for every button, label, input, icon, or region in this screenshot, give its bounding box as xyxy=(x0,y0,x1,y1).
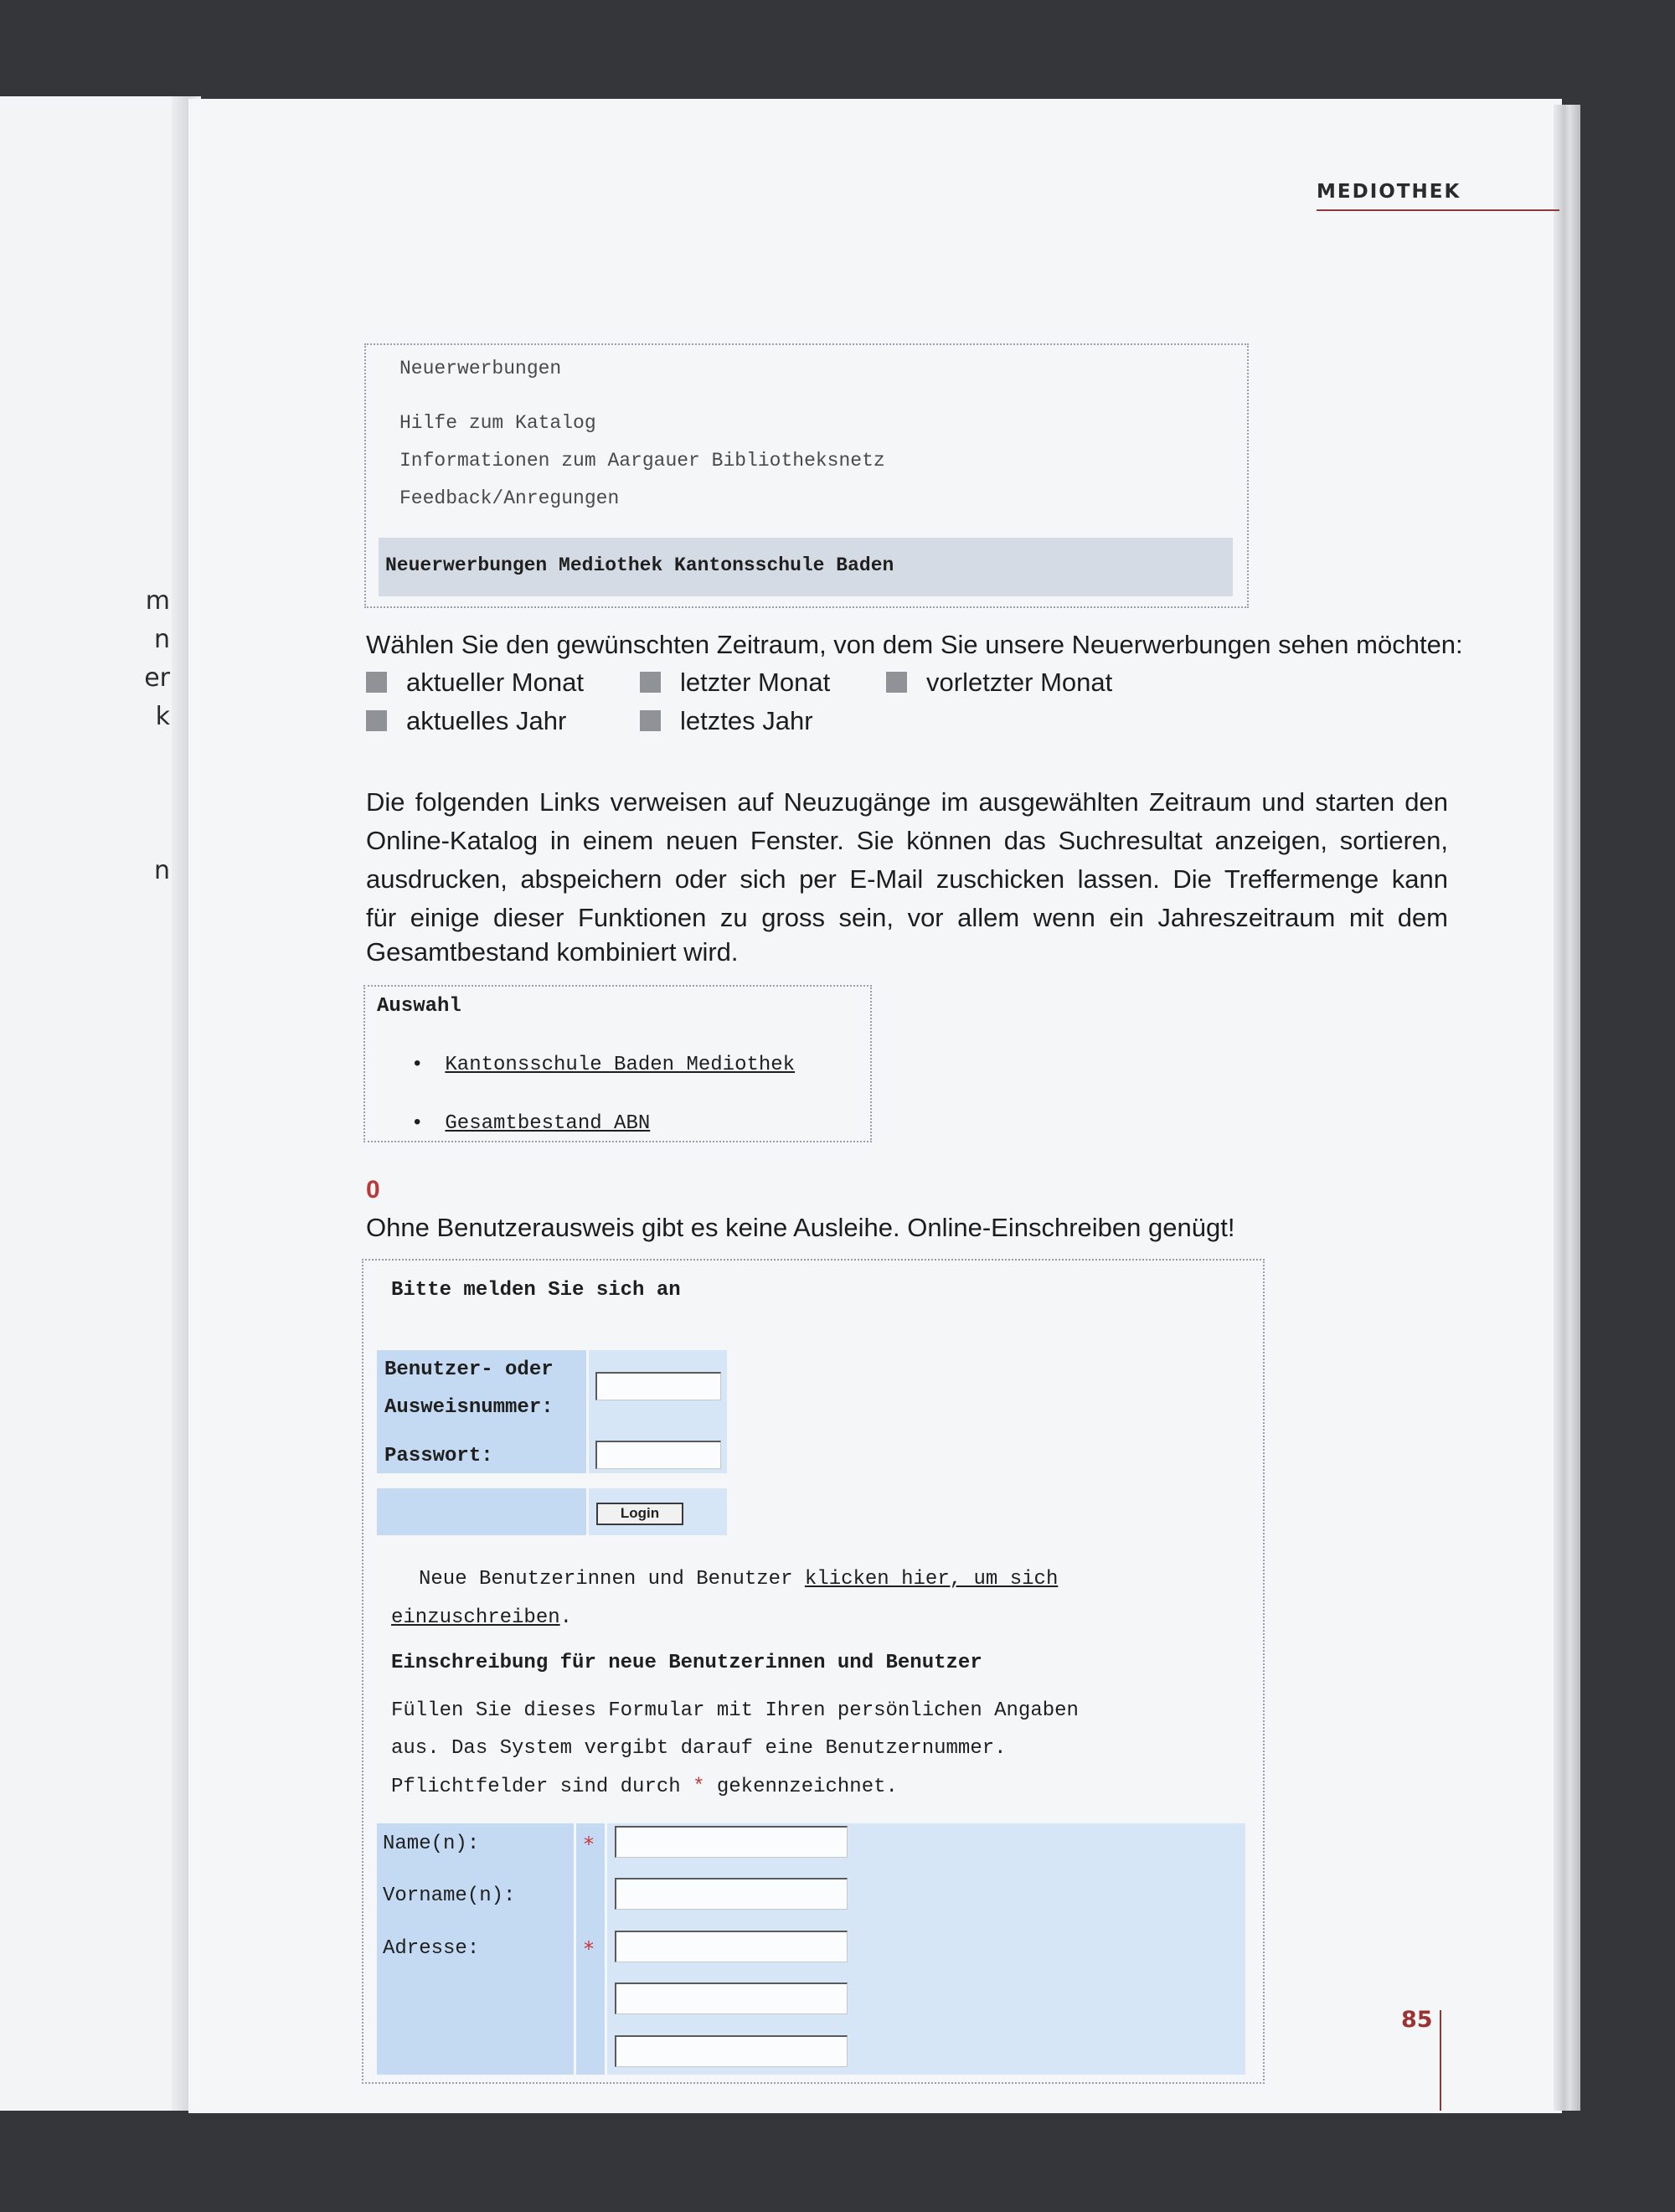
nav-link-help[interactable]: Hilfe zum Katalog xyxy=(399,412,596,434)
password-label: Passwort: xyxy=(384,1445,493,1467)
square-bullet-icon xyxy=(640,710,661,731)
square-bullet-icon xyxy=(366,710,387,731)
list-item xyxy=(411,1054,795,1076)
square-bullet-icon xyxy=(886,672,907,693)
bullet-icon: • xyxy=(411,1112,424,1135)
required-asterisk: * xyxy=(584,1833,594,1856)
user-label: Ausweisnummer: xyxy=(384,1396,554,1419)
nav-link-feedback[interactable]: Feedback/Anregungen xyxy=(399,487,620,509)
paragraph-line: ausdrucken, abspeichern oder sich per E-Mail zuschicken lassen. Die Treffermenge kann xyxy=(366,864,1448,894)
left-page-fragment: n xyxy=(153,625,170,654)
firstname-input[interactable] xyxy=(615,1878,848,1910)
nav-title: Neuerwerbungen xyxy=(399,358,562,379)
new-users-text: einzuschreiben. xyxy=(391,1606,573,1629)
registration-text: Pflichtfelder sind durch * gekennzeichnet. xyxy=(391,1776,898,1798)
paragraph-line: Die folgenden Links verweisen auf Neuzugänge im ausgewählten Zeitraum und starten den xyxy=(366,787,1448,817)
registration-text: Füllen Sie dieses Formular mit Ihren persönlichen Angaben xyxy=(391,1699,1079,1722)
nav-heading: Neuerwerbungen Mediothek Kantonsschule Baden xyxy=(385,554,894,576)
section-header: MEDIOTHEK xyxy=(1317,181,1461,203)
address-input[interactable] xyxy=(615,1931,848,1962)
login-title: Bitte melden Sie sich an xyxy=(391,1279,681,1302)
bullet-icon: • xyxy=(411,1054,424,1076)
left-page-fragment: er xyxy=(144,663,170,693)
link-kantonsschule-baden[interactable]: Kantonsschule Baden Mediothek xyxy=(445,1054,796,1076)
nav-box xyxy=(364,343,1249,608)
paragraph-line: Gesamtbestand kombiniert wird. xyxy=(366,937,739,967)
page-edge xyxy=(1554,105,1580,2111)
required-asterisk: * xyxy=(584,1937,594,1961)
password-input[interactable] xyxy=(595,1441,721,1469)
name-input[interactable] xyxy=(615,1826,848,1858)
period-option-last-month[interactable]: letzter Monat xyxy=(640,668,830,698)
register-link[interactable]: klicken hier, um sich xyxy=(804,1568,1059,1591)
page-number: 85 xyxy=(1401,2007,1433,2033)
registration-text: aus. Das System vergibt darauf eine Benutzernummer. xyxy=(391,1737,1007,1760)
period-option-current-year[interactable]: aktuelles Jahr xyxy=(366,706,566,736)
period-option-current-month[interactable]: aktueller Monat xyxy=(366,668,584,698)
square-bullet-icon xyxy=(640,672,661,693)
header-rule xyxy=(1317,209,1559,211)
field-label: Vorname(n): xyxy=(383,1885,516,1907)
required-asterisk: * xyxy=(693,1776,705,1798)
nav-heading-bar xyxy=(379,538,1233,596)
page-number-rule xyxy=(1440,2010,1441,2111)
period-option-last-year[interactable]: letztes Jahr xyxy=(640,706,813,736)
section-marker: 0 xyxy=(366,1176,380,1204)
new-users-text: Neue Benutzerinnen und Benutzer klicken hier, um sich xyxy=(419,1568,1059,1591)
link-gesamtbestand[interactable]: Gesamtbestand ABN xyxy=(445,1112,651,1135)
login-label-cell xyxy=(377,1488,586,1535)
left-page-fragment: n xyxy=(153,856,170,885)
left-page-fragment: k xyxy=(155,702,170,731)
login-button[interactable]: Login xyxy=(596,1503,683,1525)
square-bullet-icon xyxy=(366,672,387,693)
nav-link-info[interactable]: Informationen zum Aargauer Bibliotheksnetz xyxy=(399,450,885,472)
user-label: Benutzer- oder xyxy=(384,1359,554,1381)
user-number-input[interactable] xyxy=(595,1372,721,1400)
selection-box xyxy=(363,985,872,1142)
selection-title: Auswahl xyxy=(377,995,461,1018)
intro-text: Wählen Sie den gewünschten Zeitraum, von dem Sie unsere Neuerwerbungen sehen möchten: xyxy=(366,630,1463,659)
left-page xyxy=(0,96,188,2111)
register-link[interactable]: einzuschreiben xyxy=(391,1606,560,1629)
period-option-previous-month[interactable]: vorletzter Monat xyxy=(886,668,1112,698)
notice-text: Ohne Benutzerausweis gibt es keine Ausleihe. Online-Einschreiben genügt! xyxy=(366,1213,1235,1242)
address-input-line3[interactable] xyxy=(615,2035,848,2067)
field-label: Name(n): xyxy=(383,1833,480,1855)
registration-title: Einschreibung für neue Benutzerinnen und Benutzer xyxy=(391,1652,982,1674)
address-input-line2[interactable] xyxy=(615,1983,848,2014)
left-page-fragment: m xyxy=(145,586,170,616)
list-item xyxy=(411,1112,650,1135)
field-label: Adresse: xyxy=(383,1937,480,1960)
paragraph-line: für einige dieser Funktionen zu gross sein, vor allem wenn ein Jahreszeitraum mit dem xyxy=(366,903,1448,932)
paragraph-line: Online-Katalog in einem neuen Fenster. Sie können das Suchresultat anzeigen, sortieren, xyxy=(366,826,1448,855)
